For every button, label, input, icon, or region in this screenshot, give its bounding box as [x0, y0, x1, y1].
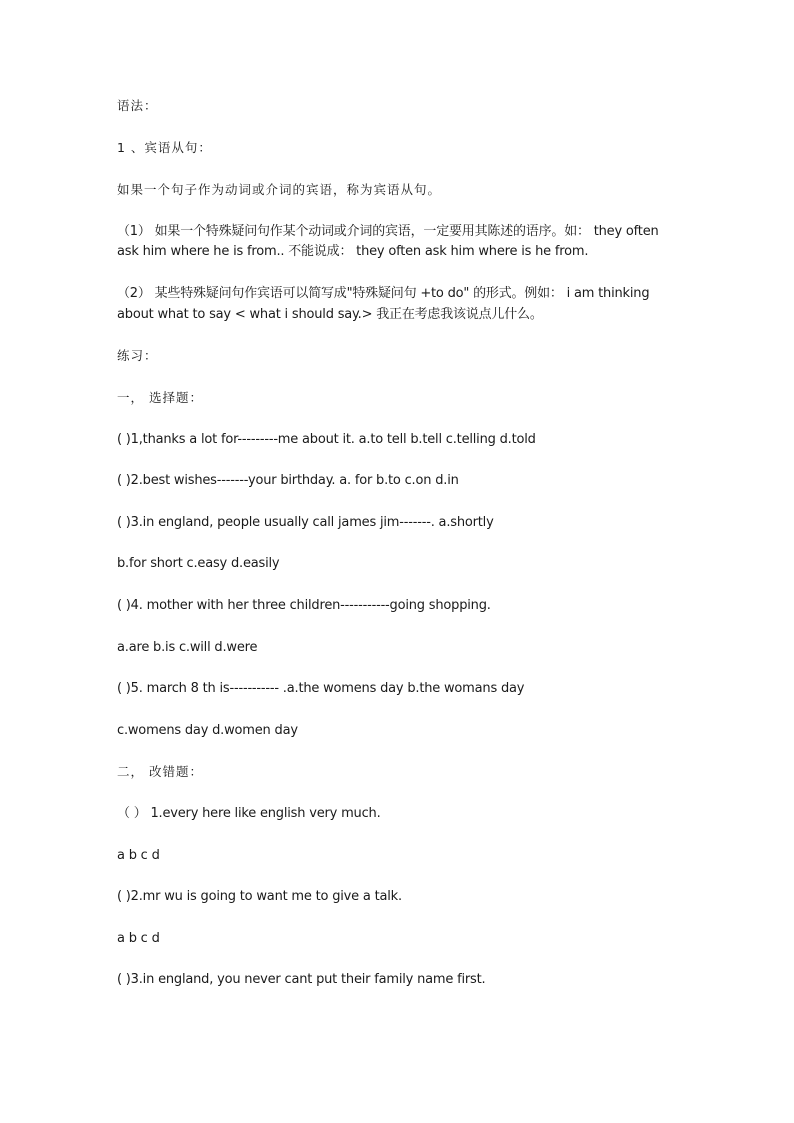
rule1-line1: （1） 如果一个特殊疑问句作某个动词或介词的宾语，一定要用其陈述的语序。如： they often [117, 224, 659, 239]
rule2-line1: （2） 某些特殊疑问句作宾语可以简写成"特殊疑问句 +to do" 的形式。例如： i am thinking [117, 286, 650, 301]
heading-grammar: 语法： [117, 98, 158, 113]
practice-label: 练习： [117, 348, 158, 363]
part2-title: 二， 改错题： [117, 764, 203, 779]
mc-question-3-options: b.for short c.easy d.easily [117, 556, 280, 571]
mc-question-2: ( )2.best wishes-------your birthday. a. for b.to c.on d.in [117, 473, 459, 488]
mc-question-5: ( )5. march 8 th is----------- .a.the womens day b.the womans day [117, 681, 525, 696]
correction-2: ( )2.mr wu is going to want me to give a talk. [117, 889, 402, 904]
correction-3: ( )3.in england, you never cant put their family name first. [117, 972, 486, 987]
correction-1: （ ） 1.every here like english very much. [117, 806, 381, 821]
mc-question-4-options: a.are b.is c.will d.were [117, 640, 258, 655]
mc-question-4: ( )4. mother with her three children-----------going shopping. [117, 598, 491, 613]
rule1-line2: ask him where he is from.. 不能说成： they often ask him where is he from. [117, 244, 589, 259]
mc-question-5-options: c.womens day d.women day [117, 723, 298, 738]
mc-question-1: ( )1,thanks a lot for---------me about it. a.to tell b.tell c.telling d.told [117, 432, 536, 447]
section-object-clause-title: 1 、宾语从句： [117, 140, 212, 155]
correction-1-labels: a b c d [117, 848, 160, 863]
rule2-line2: about what to say < what i should say.> 我正在考虑我该说点儿什么。 [117, 307, 543, 322]
part1-title: 一， 选择题： [117, 390, 203, 405]
correction-2-labels: a b c d [117, 931, 160, 946]
definition-text: 如果一个句子作为动词或介词的宾语，称为宾语从句。 [117, 182, 442, 197]
mc-question-3: ( )3.in england, people usually call james jim-------. a.shortly [117, 515, 494, 530]
